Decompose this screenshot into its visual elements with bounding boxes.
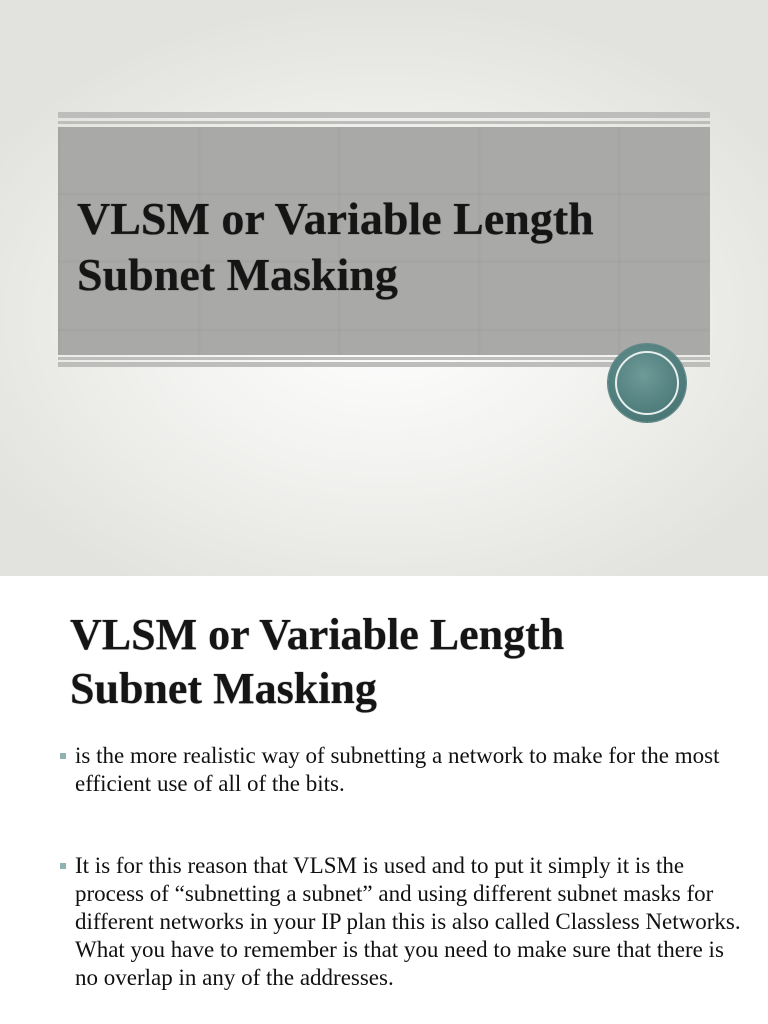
square-bullet-icon <box>60 863 66 869</box>
badge-ring <box>615 351 679 415</box>
bullet-text: It is for this reason that VLSM is used and to put it simply it is the process of “subnetting a subnet” and using different subnet masks for different networks in your IP plan this is also called Classless Networks. What you have to remember is that you need to make sure that there is no overlap in any of the addresses. <box>75 853 741 990</box>
content-slide <box>0 576 768 1024</box>
slide-title: VLSM or Variable Length Subnet Masking <box>77 193 594 300</box>
title-band <box>58 127 710 355</box>
bullet-list <box>60 742 750 992</box>
bullet-text: is the more realistic way of subnetting a network to make for the most efficient use of all of the bits. <box>75 743 720 796</box>
bullet-item <box>60 852 750 992</box>
title-band-bottom-rule-thin <box>58 357 710 360</box>
title-band-top-rule-thin <box>58 121 710 124</box>
bullet-item <box>60 742 750 798</box>
decorative-circle-badge <box>608 344 686 422</box>
square-bullet-icon <box>60 753 66 759</box>
title-band-top-rule <box>58 112 710 118</box>
content-slide-title: VLSM or Variable Length Subnet Masking <box>70 610 565 713</box>
